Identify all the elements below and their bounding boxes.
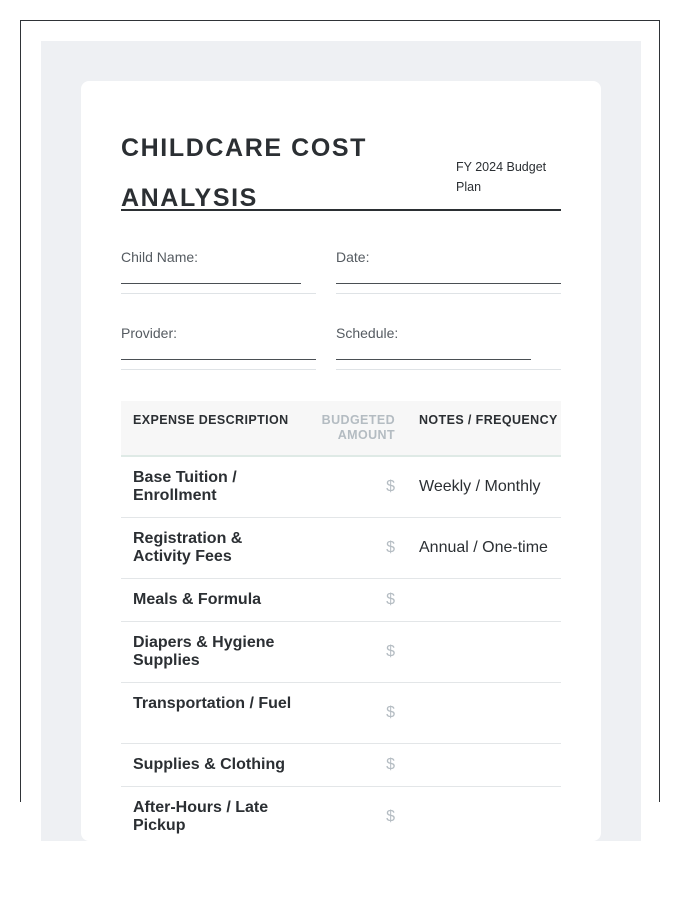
schedule-field[interactable] xyxy=(336,325,561,365)
expense-description: After-Hours / Late Pickup xyxy=(133,799,269,834)
table-header xyxy=(121,401,561,457)
amount-input[interactable]: $ xyxy=(386,704,395,721)
provider-input-line[interactable] xyxy=(121,359,316,360)
amount-input[interactable]: $ xyxy=(386,808,395,825)
amount-input[interactable]: $ xyxy=(386,539,395,556)
divider xyxy=(336,293,561,294)
provider-field[interactable] xyxy=(121,325,316,365)
amount-input[interactable]: $ xyxy=(386,591,395,608)
table-row xyxy=(121,622,561,683)
amount-input[interactable]: $ xyxy=(386,478,395,495)
page-backdrop xyxy=(41,41,641,841)
expense-description: Supplies & Clothing xyxy=(133,756,285,773)
expense-description: Meals & Formula xyxy=(133,591,262,608)
expense-description: Diapers & Hygiene Supplies xyxy=(133,634,275,669)
divider xyxy=(121,369,316,370)
child-name-field[interactable] xyxy=(121,249,316,289)
child-name-label: Child Name: xyxy=(121,249,199,265)
table-row xyxy=(121,744,561,787)
page-frame xyxy=(20,20,660,834)
notes-cell[interactable]: Annual / One-time xyxy=(419,539,548,556)
divider xyxy=(336,369,561,370)
date-label: Date: xyxy=(336,249,370,265)
date-input-line[interactable] xyxy=(336,283,561,284)
amount-input[interactable]: $ xyxy=(386,756,395,773)
table-row xyxy=(121,579,561,622)
amount-input[interactable]: $ xyxy=(386,643,395,660)
document-subtitle: FY 2024 Budget Plan xyxy=(456,160,547,194)
provider-label: Provider: xyxy=(121,325,178,341)
expense-table xyxy=(121,401,561,848)
table-row xyxy=(121,683,561,744)
expense-description: Transportation / Fuel xyxy=(133,695,292,712)
document-title: CHILDCARE COST ANALYSIS xyxy=(121,134,368,212)
date-field[interactable] xyxy=(336,249,561,289)
schedule-input-line[interactable] xyxy=(336,359,531,360)
notes-cell[interactable]: Weekly / Monthly xyxy=(419,478,541,495)
table-row xyxy=(121,787,561,848)
document-header xyxy=(121,121,561,211)
table-row xyxy=(121,457,561,518)
header-budgeted-amount: BUDGETED AMOUNT xyxy=(321,413,395,442)
divider xyxy=(121,293,316,294)
expense-description: Registration & Activity Fees xyxy=(133,530,243,565)
expense-description: Base Tuition / Enrollment xyxy=(133,469,237,504)
header-notes-frequency: NOTES / FREQUENCY xyxy=(419,413,558,427)
child-name-input-line[interactable] xyxy=(121,283,301,284)
document-card xyxy=(81,81,601,841)
table-row xyxy=(121,518,561,579)
header-expense-description: EXPENSE DESCRIPTION xyxy=(133,413,289,427)
schedule-label: Schedule: xyxy=(336,325,399,341)
